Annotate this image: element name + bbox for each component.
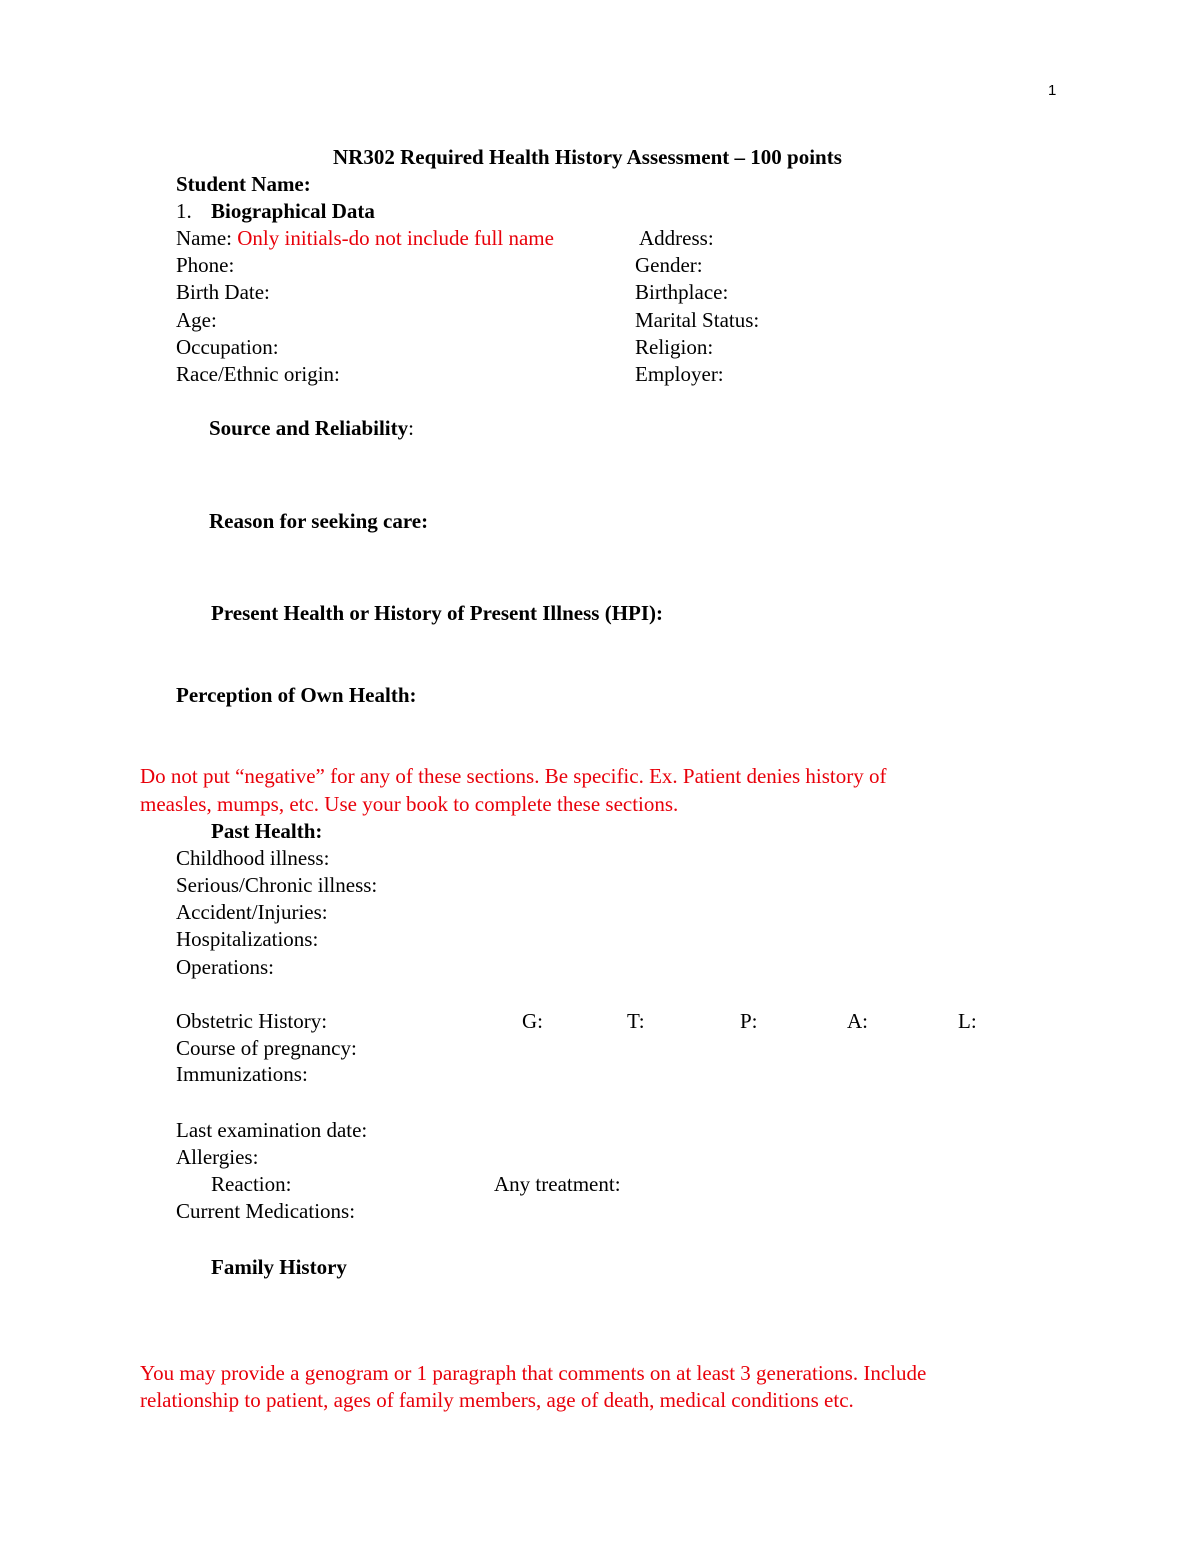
student-name-label: Student Name:: [176, 172, 311, 196]
section-heading-biographical: Biographical Data: [211, 199, 375, 223]
perception-label: Perception of Own Health:: [176, 683, 417, 707]
reason-for-care-label: Reason for seeking care:: [209, 509, 429, 533]
address-label: Address:: [639, 226, 714, 250]
accident-injuries-label: Accident/Injuries:: [176, 900, 328, 924]
abortion-label: A:: [847, 1009, 868, 1033]
obstetric-history-label: Obstetric History:: [176, 1009, 328, 1033]
marital-status-label: Marital Status:: [635, 308, 760, 332]
name-instruction: Only initials-do not include full name: [237, 226, 554, 250]
source-reliability-colon: :: [408, 416, 414, 440]
negative-note-line2: measles, mumps, etc. Use your book to complete these sections.: [140, 792, 679, 816]
family-history-heading: Family History: [211, 1255, 347, 1279]
gender-label: Gender:: [635, 253, 703, 277]
childhood-illness-label: Childhood illness:: [176, 846, 330, 870]
phone-label: Phone:: [176, 253, 235, 277]
current-medications-label: Current Medications:: [176, 1199, 356, 1223]
last-exam-label: Last examination date:: [176, 1118, 368, 1142]
race-label: Race/Ethnic origin:: [176, 362, 340, 386]
source-reliability-label: [209, 415, 414, 441]
operations-label: Operations:: [176, 955, 274, 979]
course-pregnancy-label: Course of pregnancy:: [176, 1036, 357, 1060]
immunizations-label: Immunizations:: [176, 1062, 308, 1086]
religion-label: Religion:: [635, 335, 714, 359]
document-title: NR302 Required Health History Assessment – 100 points: [333, 145, 842, 169]
living-label: L:: [958, 1009, 977, 1033]
source-reliability-text: Source and Reliability: [209, 416, 409, 440]
birth-date-label: Birth Date:: [176, 280, 270, 304]
hpi-label: Present Health or History of Present Illness (HPI):: [211, 601, 664, 625]
negative-note-line1: Do not put “negative” for any of these sections. Be specific. Ex. Patient denies history of: [140, 764, 887, 788]
hospitalizations-label: Hospitalizations:: [176, 927, 319, 951]
employer-label: Employer:: [635, 362, 724, 386]
preterm-label: P:: [740, 1009, 758, 1033]
reaction-label: Reaction:: [211, 1172, 292, 1196]
page-number: 1: [1048, 82, 1057, 99]
serious-illness-label: Serious/Chronic illness:: [176, 873, 378, 897]
genogram-note-line2: relationship to patient, ages of family members, age of death, medical conditions etc.: [140, 1388, 854, 1412]
name-field-label: [176, 225, 554, 251]
birthplace-label: Birthplace:: [635, 280, 729, 304]
gravida-label: G:: [522, 1009, 543, 1033]
term-label: T:: [627, 1009, 645, 1033]
age-label: Age:: [176, 308, 217, 332]
any-treatment-label: Any treatment:: [494, 1172, 621, 1196]
allergies-label: Allergies:: [176, 1145, 259, 1169]
occupation-label: Occupation:: [176, 335, 279, 359]
genogram-note-line1: You may provide a genogram or 1 paragraph that comments on at least 3 generations. Include: [140, 1361, 927, 1385]
name-label: Name:: [176, 226, 232, 250]
section-number: 1.: [176, 199, 192, 223]
past-health-heading: Past Health:: [211, 819, 323, 843]
